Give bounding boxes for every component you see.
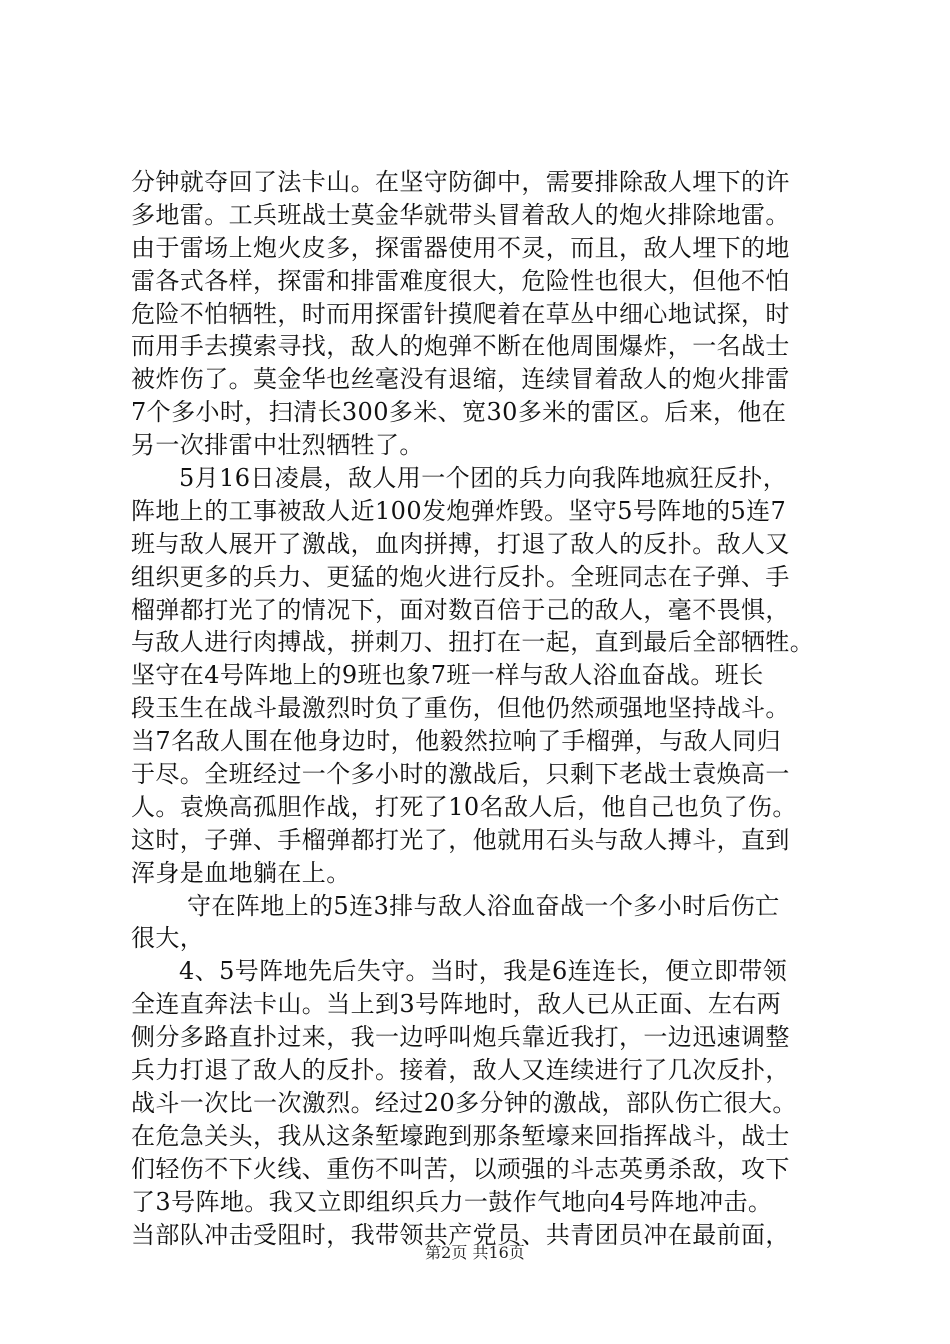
text-line: 很大，: [131, 924, 205, 953]
text-line: 坚守在4号阵地上的9班也象7班一样与敌人浴血奋战。班长: [131, 661, 764, 690]
text-line: 于尽。全班经过一个多小时的激战后，只剩下老战士袁焕高一: [131, 760, 790, 789]
text-line: 段玉生在战斗最激烈时负了重伤，但他仍然顽强地坚持战斗。: [131, 694, 790, 723]
text-line: 由于雷场上炮火皮多，探雷器使用不灵，而且，敌人埋下的地: [131, 233, 790, 262]
text-line: 班与敌人展开了激战，血肉拼搏，打退了敌人的反扑。敌人又: [131, 529, 790, 558]
text-line: 被炸伤了。莫金华也丝毫没有退缩，连续冒着敌人的炮火排雷: [131, 365, 790, 394]
text-line: 另一次排雷中壮烈牺牲了。: [131, 431, 424, 460]
text-line: 们轻伤不下火线、重伤不叫苦，以顽强的斗志英勇杀敌，攻下: [131, 1154, 790, 1183]
text-line: 组织更多的兵力、更猛的炮火进行反扑。全班同志在子弹、手: [131, 562, 790, 591]
text-line: 雷各式各样，探雷和排雷难度很大，危险性也很大，但他不怕: [131, 266, 790, 295]
text-line: 战斗一次比一次激烈。经过20多分钟的激战，部队伤亡很大。: [131, 1088, 797, 1117]
text-line: 侧分多路直扑过来，我一边呼叫炮兵靠近我打，一边迅速调整: [131, 1023, 790, 1052]
text-line: 榴弹都打光了的情况下，面对数百倍于己的敌人，毫不畏惧，: [131, 595, 790, 624]
text-line: 人。袁焕高孤胆作战，打死了10名敌人后，他自己也负了伤。: [131, 792, 797, 821]
text-line: 阵地上的工事被敌人近100发炮弹炸毁。坚守5号阵地的5连7: [131, 496, 787, 525]
text-line: 分钟就夺回了法卡山。在坚守防御中，需要排除敌人埋下的许: [131, 168, 790, 196]
text-line: 在危急关头，我从这条堑壕跑到那条堑壕来回指挥战斗，战士: [131, 1121, 790, 1150]
text-line: 这时，子弹、手榴弹都打光了，他就用石头与敌人搏斗，直到: [131, 825, 790, 854]
text-line: 当7名敌人围在他身边时，他毅然拉响了手榴弹，与敌人同归: [131, 727, 782, 756]
paragraph-start-line: 5月16日凌晨，敌人用一个团的兵力向我阵地疯狂反扑，: [179, 464, 788, 493]
paragraph-start-line: 4、5号阵地先后失守。当时，我是6连连长，便立即带领: [179, 957, 788, 986]
text-line: 全连直奔法卡山。当上到3号阵地时，敌人已从正面、左右两: [131, 990, 782, 1019]
document-body: [131, 166, 831, 1251]
text-line: 与敌人进行肉搏战，拼刺刀、扭打在一起，直到最后全部牺牲。: [131, 628, 815, 657]
page-number-footer: 第2页 共16页: [425, 1243, 525, 1262]
text-line: 危险不怕牺牲，时而用探雷针摸爬着在草丛中细心地试探，时: [131, 299, 790, 328]
text-line: 多地雷。工兵班战士莫金华就带头冒着敌人的炮火排除地雷。: [131, 200, 790, 229]
text-line: 7个多小时，扫清长300多米、宽30多米的雷区。后来，他在: [131, 398, 787, 427]
text-line: 当部队冲击受阻时，我带领共产党员、共青团员冲在最前面，: [131, 1220, 790, 1249]
text-line: 了3号阵地。我又立即组织兵力一鼓作气地向4号阵地冲击。: [131, 1187, 773, 1216]
text-line: 而用手去摸索寻找，敌人的炮弹不断在他周围爆炸，一名战士: [131, 332, 790, 361]
paragraph-start-line: 守在阵地上的5连3排与敌人浴血奋战一个多小时后伤亡: [187, 891, 780, 920]
text-line: 兵力打退了敌人的反扑。接着，敌人又连续进行了几次反扑，: [131, 1056, 790, 1085]
text-line: 浑身是血地躺在上。: [131, 858, 351, 887]
